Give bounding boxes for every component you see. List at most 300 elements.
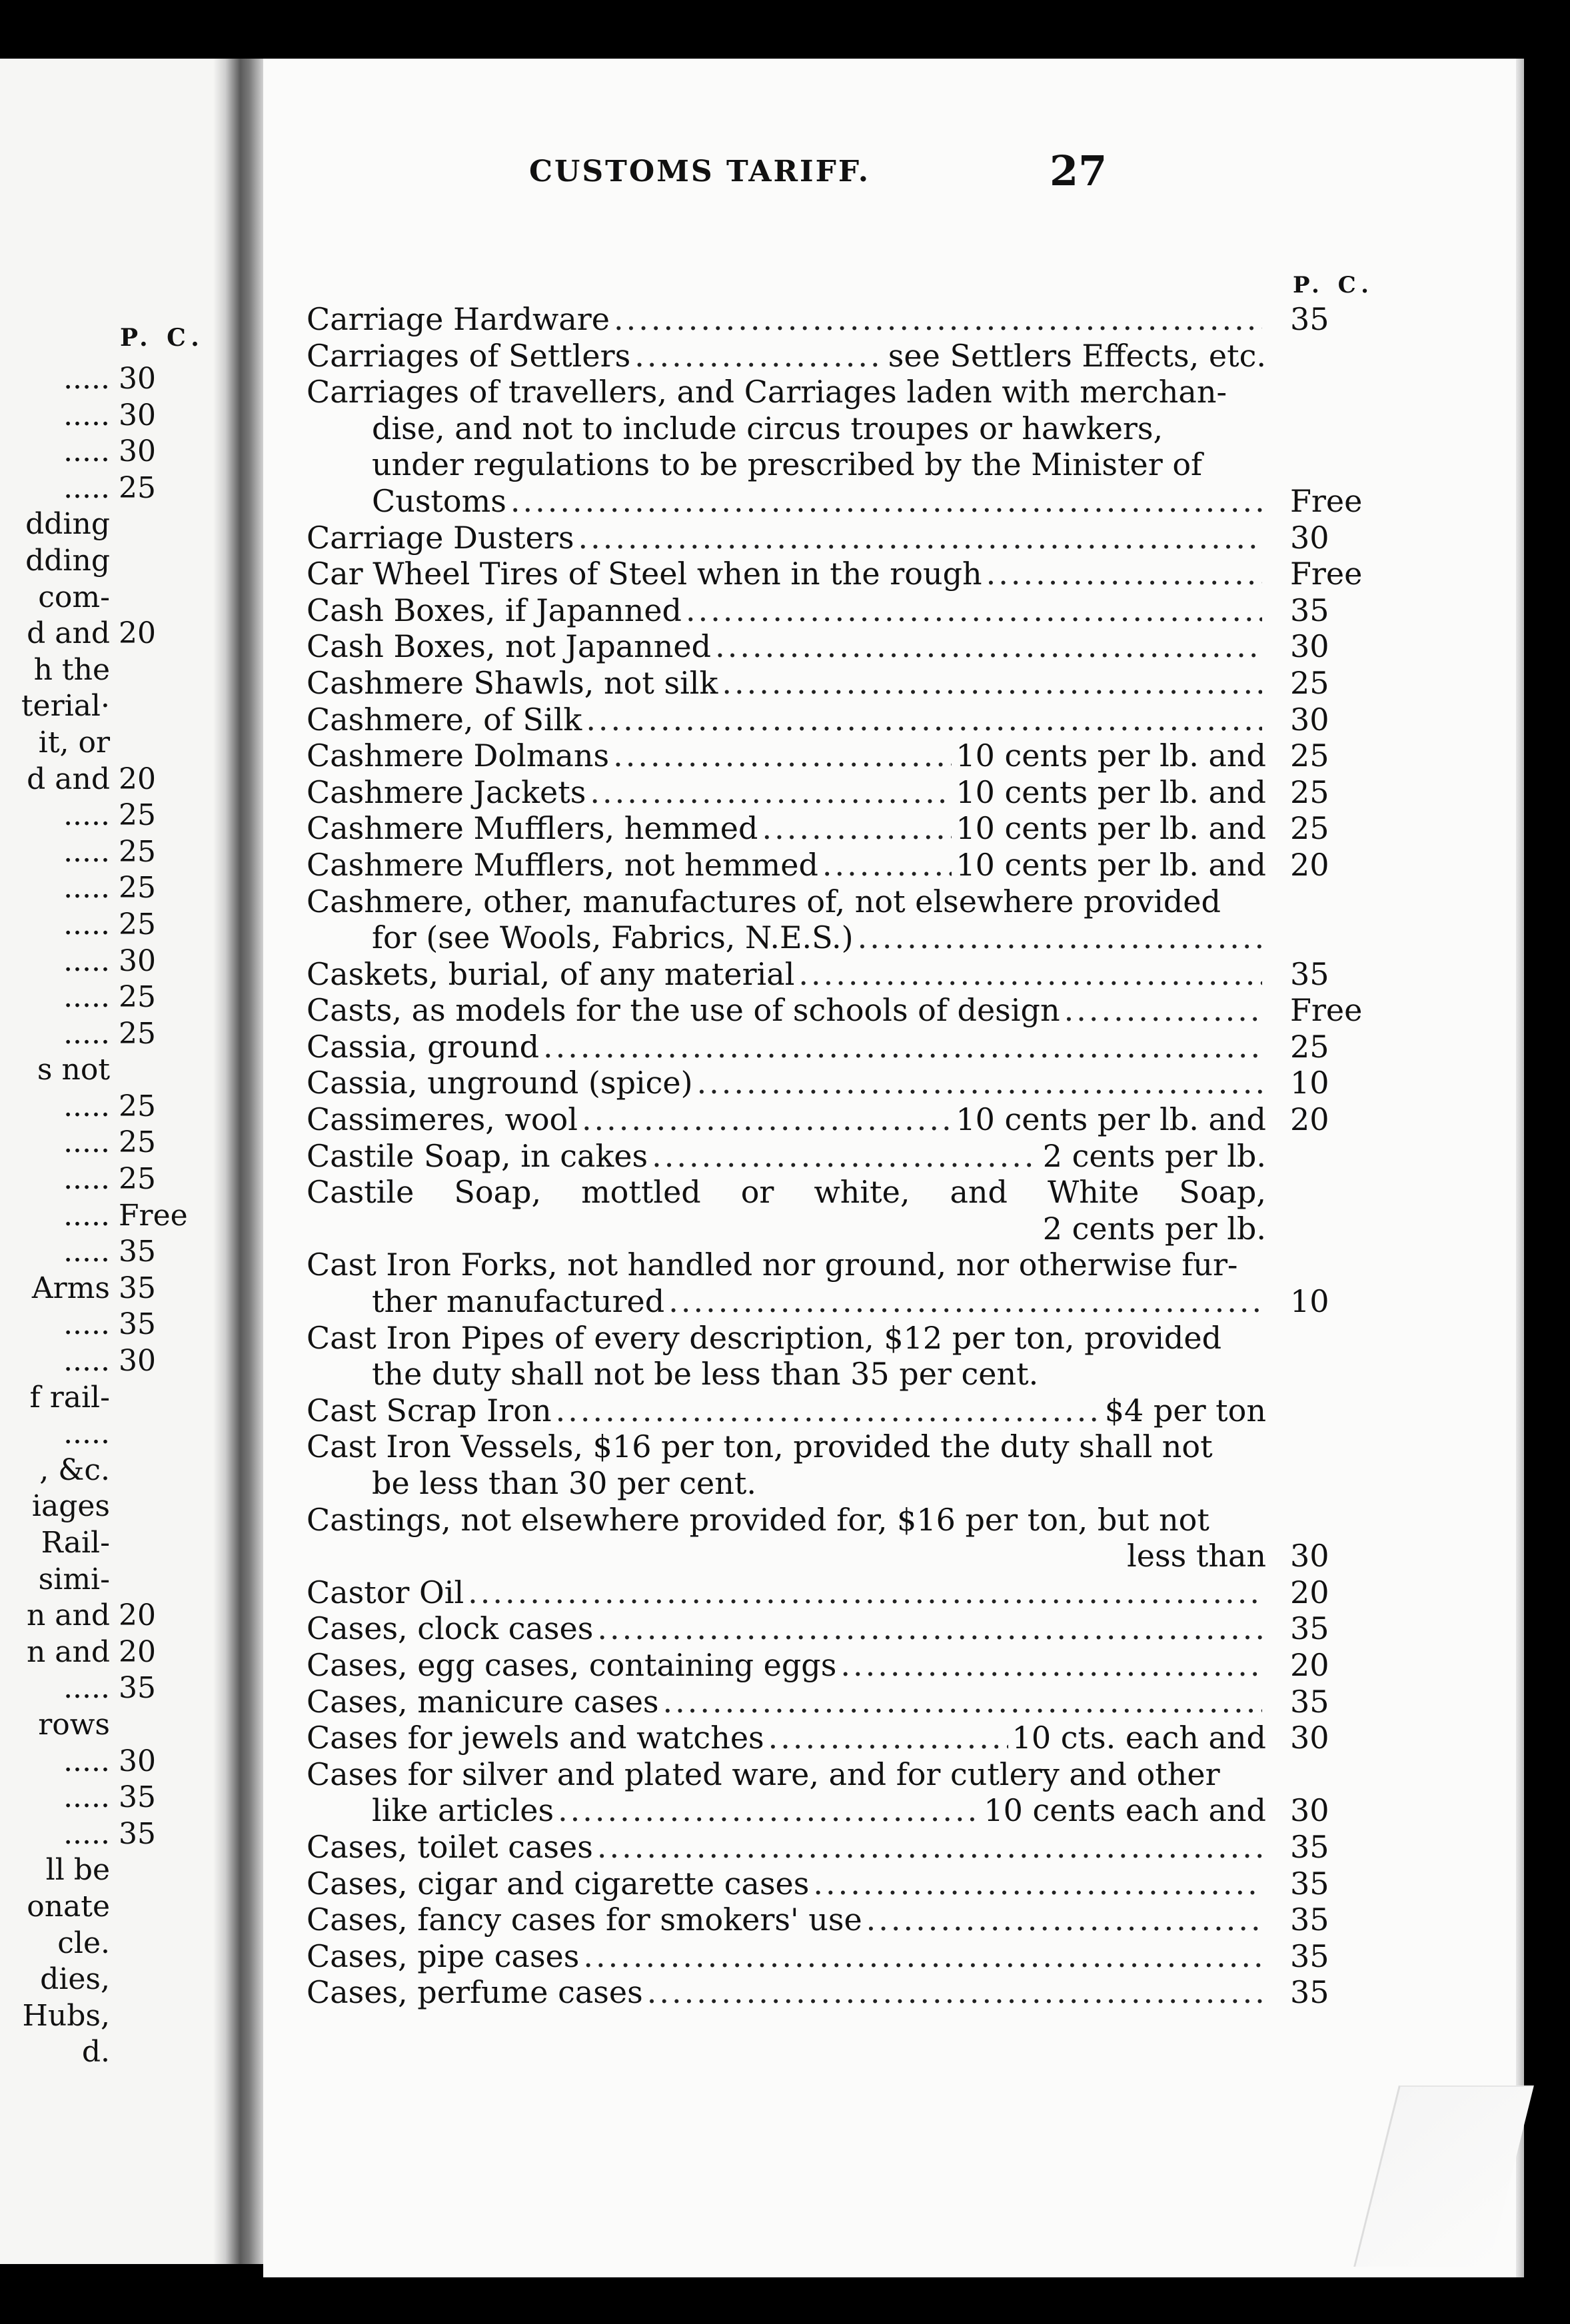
entry-rate: 35 [1290,1610,1329,1647]
entry-text: Cashmere, of Silk [307,701,582,738]
entry-description [307,1720,1266,1756]
left-page-row [0,1598,230,1634]
entry-description [307,1574,1266,1611]
entry-description [307,992,1266,1029]
left-row-fragment: dies, [40,1962,110,1997]
tariff-entry [307,738,1359,774]
left-row-fragment: Arms [31,1271,110,1305]
entry-rate: 35 [1290,1828,1329,1865]
left-page-row [0,1125,230,1161]
left-page-row [0,1998,230,2035]
entry-line [307,1938,1266,1975]
left-page-row [0,1852,230,1889]
entry-line [307,1465,1266,1502]
running-head: CUSTOMS TARIFF. [528,155,871,189]
entry-specific-duty: see Settlers Effects, etc. [888,337,1266,374]
left-row-rate: 25 [119,470,156,505]
entry-description [307,1902,1266,1938]
entry-rate: 20 [1290,1574,1329,1610]
dot-leader [558,1792,980,1829]
dot-leader [686,592,1262,629]
entry-rate: 30 [1290,1792,1329,1829]
left-page-row [0,798,230,834]
dot-leader [986,556,1262,592]
entry-line [307,1174,1266,1211]
entry-text: Cassimeres, wool [307,1101,578,1138]
entry-description [307,1393,1266,1429]
left-row-fragment: s not [37,1053,110,1087]
entry-rate: 35 [1290,592,1329,628]
entry-rate: 35 [1290,955,1329,992]
dot-leader [614,301,1262,338]
dot-leader [652,1138,1039,1175]
entry-line [307,446,1266,483]
left-row-fragment: ..... [63,1125,110,1160]
entry-description [307,1938,1266,1975]
entry-text: Cases, perfume cases [307,1974,643,2011]
tariff-entry [307,1684,1359,1720]
left-row-fragment: cle. [57,1926,110,1960]
entry-line [307,774,1266,811]
left-row-fragment: ..... [63,1307,110,1342]
left-page-row [0,616,230,652]
entry-line [307,410,1266,447]
dot-leader [582,1101,952,1138]
entry-text: Cast Scrap Iron [307,1392,552,1429]
entry-text: Cases, fancy cases for smokers' use [307,1902,862,1938]
entry-description [307,520,1266,556]
entry-line [307,1866,1266,1902]
tariff-entry [307,1647,1359,1684]
entry-text: Cashmere Jackets [307,774,586,810]
left-row-fragment: ll be [45,1853,110,1888]
entry-rate: 30 [1290,628,1329,665]
entry-description [307,1101,1266,1138]
left-page-row [0,1307,230,1343]
left-page-row [0,943,230,980]
left-row-rate: 25 [119,1162,156,1197]
tariff-entry [307,1429,1359,1501]
left-row-fragment: ..... [63,434,110,469]
entry-description [307,556,1266,592]
entry-text: Cash Boxes, not Japanned [307,628,712,665]
left-row-rate: 25 [119,980,156,1015]
left-row-fragment: ..... [63,798,110,833]
entry-text: Cases for jewels and watches [307,1720,764,1756]
tariff-entry [307,301,1359,338]
left-page-row [0,1416,230,1452]
entry-line [307,1974,1266,2011]
entry-rate: 25 [1290,738,1329,774]
entry-description [307,374,1266,519]
left-row-rate: 30 [119,1344,156,1379]
entry-line [307,665,1266,702]
left-row-rate: 25 [119,798,156,833]
entry-text: Customs [372,482,506,519]
tariff-entry [307,1320,1359,1393]
left-row-fragment: ..... [63,1235,110,1269]
tariff-entry [307,1502,1359,1574]
left-page-row [0,1016,230,1053]
entry-line [307,1065,1266,1101]
tariff-entry [307,1029,1359,1065]
dot-leader [1064,992,1262,1029]
entry-description [307,1866,1266,1902]
entry-line [307,1429,1266,1465]
tariff-entry [307,1101,1359,1138]
left-page-row [0,1161,230,1198]
entry-line [307,1356,1266,1393]
left-page-row [0,688,230,725]
entry-text: Cases, manicure cases [307,1683,659,1720]
entry-description [307,1174,1266,1247]
entry-description [307,1829,1266,1866]
entry-line [307,1574,1266,1611]
left-row-fragment: ..... [63,980,110,1015]
page-edge [1516,59,1524,2277]
left-page-row [0,870,230,907]
entry-rate: 35 [1290,1938,1329,1974]
tariff-entry [307,1610,1359,1647]
left-row-rate: 35 [119,1780,156,1815]
entry-text: Cash Boxes, if Japanned [307,592,682,628]
entry-rate: 30 [1290,519,1329,556]
entry-description [307,956,1266,993]
entry-line [307,1393,1266,1429]
left-row-fragment: ..... [63,834,110,869]
entry-rate: 30 [1290,701,1329,738]
left-page-row [0,1234,230,1271]
tariff-entry [307,702,1359,738]
entry-text: Castor Oil [307,1574,464,1610]
entry-rate: 30 [1290,1538,1329,1574]
left-page-row [0,1452,230,1489]
entry-line [307,1792,1266,1829]
dot-leader [597,1829,1262,1866]
entry-specific-duty: $4 per ton [1104,1392,1266,1429]
dot-leader [840,1647,1262,1684]
dot-leader [668,1283,1262,1320]
entry-line [307,1247,1266,1283]
left-row-fragment: ..... [63,1816,110,1851]
entry-line [307,738,1266,774]
entry-rate: 25 [1290,810,1329,847]
left-row-rate: 25 [119,1125,156,1160]
entry-line [307,883,1266,920]
left-row-fragment: simi- [38,1562,110,1596]
entry-description [307,774,1266,811]
entry-line [307,702,1266,738]
left-row-rate: 30 [119,434,156,469]
tariff-entry [307,1974,1359,2011]
entry-line [307,1684,1266,1720]
dot-leader [510,483,1262,520]
dot-leader [556,1393,1101,1429]
left-row-fragment: iages [31,1489,110,1524]
left-row-fragment: n and [26,1634,110,1669]
left-row-fragment: h the [33,652,110,687]
entry-line [307,992,1266,1029]
entry-line [307,556,1266,592]
dot-leader [822,847,952,883]
left-page-row [0,1052,230,1089]
left-page-row [0,434,230,470]
entry-line [307,1902,1266,1938]
entry-text: Cassia, ground [307,1028,540,1065]
dot-leader [858,919,1262,956]
dot-leader [866,1902,1262,1938]
entry-description [307,810,1266,847]
page-number: 27 [1050,147,1108,195]
tariff-entry [307,628,1359,665]
left-row-fragment: onate [27,1889,110,1924]
left-row-rate: 35 [119,1671,156,1706]
left-page-row [0,580,230,616]
left-row-rate: 35 [119,1235,156,1269]
dot-leader [697,1065,1262,1101]
left-page-row [0,1816,230,1853]
entry-text: Cashmere Dolmans [307,738,610,774]
entry-text: for (see Wools, Fabrics, N.E.S.) [372,919,854,956]
entry-description [307,1502,1266,1574]
entry-text: Casts, as models for the use of schools of design [307,992,1060,1029]
dot-leader [578,520,1262,556]
entry-rate: 35 [1290,1902,1329,1938]
left-page-row [0,543,230,580]
entry-description [307,301,1266,338]
left-page-row [0,1525,230,1562]
entry-description [307,847,1266,883]
entry-rate: Free [1290,556,1363,592]
left-page-row [0,1562,230,1598]
left-row-fragment: it, or [38,725,110,760]
left-row-rate: 30 [119,362,156,396]
entry-specific-duty: 10 cts. each and [1012,1720,1266,1756]
tariff-entry [307,520,1359,556]
left-page-row [0,652,230,689]
entry-line [307,592,1266,629]
left-row-rate: 25 [119,907,156,941]
entry-line [307,919,1266,956]
left-row-rate: 25 [119,871,156,905]
dot-leader [597,1610,1262,1647]
dot-leader [798,956,1262,993]
entry-line [307,1138,1266,1175]
entry-line [307,338,1266,374]
entry-description [307,1974,1266,2011]
left-page-row [0,1889,230,1926]
entry-text: Cashmere Mufflers, hemmed [307,810,758,847]
entry-line [307,1538,1266,1574]
tariff-entry [307,1720,1359,1756]
entry-text: Cashmere Mufflers, not hemmed [307,846,818,883]
entry-text: Carriages of Settlers [307,337,631,374]
left-page-row [0,1198,230,1235]
left-row-fragment: rows [38,1707,110,1742]
entry-rate: 25 [1290,774,1329,810]
left-page-row [0,1380,230,1417]
entry-line [307,810,1266,847]
entry-rate: 35 [1290,1683,1329,1720]
left-page-row [0,1707,230,1744]
entry-line [307,1756,1266,1793]
entry-text: Cases, toilet cases [307,1828,593,1865]
left-page-row [0,361,230,398]
tariff-entry [307,883,1359,956]
entry-specific-duty: 2 cents per lb. [1042,1137,1266,1174]
entry-description [307,1610,1266,1647]
entry-text: Caskets, burial, of any material [307,955,795,992]
entry-specific-duty: 10 cents per lb. and [956,774,1266,810]
entry-text: Cast Iron Pipes of every description, $12 per ton, provided [307,1319,1222,1356]
tariff-entry [307,1866,1359,1902]
tariff-entry [307,1174,1359,1247]
entry-text: Carriages of travellers, and Carriages laden with merchan- [307,374,1227,410]
tariff-entry [307,665,1359,702]
left-row-fragment: ..... [63,1089,110,1123]
tariff-entry [307,1393,1359,1429]
left-row-fragment: Hubs, [22,1998,110,2033]
left-row-rate: 25 [119,1089,156,1123]
entry-rate: 35 [1290,1974,1329,2011]
entry-rate: Free [1290,482,1363,519]
left-row-fragment: d and [27,762,110,796]
tariff-entry [307,956,1359,993]
entry-line [307,1829,1266,1866]
left-row-fragment: ..... [63,1417,110,1451]
entry-description [307,1138,1266,1175]
entry-text: Car Wheel Tires of Steel when in the rough [307,556,982,592]
left-row-rate: 20 [119,1598,156,1633]
tariff-entry [307,1247,1359,1319]
dot-leader [768,1720,1008,1756]
entry-text: Castile Soap, in cakes [307,1137,648,1174]
entry-rate: 10 [1290,1283,1329,1320]
entry-rate: 30 [1290,1720,1329,1756]
entry-text: Cases, pipe cases [307,1938,580,1974]
entry-specific-duty: 10 cents per lb. and [956,738,1266,774]
left-row-rate: 20 [119,616,156,651]
tariff-entry [307,338,1359,374]
left-page-row [0,398,230,434]
entry-line [307,956,1266,993]
left-row-rate: 25 [119,1016,156,1051]
entry-rate: 25 [1290,664,1329,701]
left-page-row [0,979,230,1016]
entry-text: Carriage Hardware [307,301,610,337]
left-row-fragment: terial· [21,689,110,724]
left-row-rate: 35 [119,1816,156,1851]
left-page-row [0,470,230,507]
entry-text: Cases for silver and plated ware, and for cutlery and other [307,1756,1220,1792]
entry-rate: 20 [1290,1646,1329,1683]
entry-text: be less than 30 per cent. [372,1465,756,1501]
entry-description [307,592,1266,629]
entry-line [307,483,1266,520]
entry-line [307,1283,1266,1320]
tariff-entry [307,1065,1359,1101]
tariff-entry [307,992,1363,1029]
left-page-row [0,1271,230,1307]
left-row-fragment: com- [38,580,110,614]
entry-specific-duty: 10 cents per lb. and [956,846,1266,883]
left-row-fragment: f rail- [29,1380,110,1415]
entry-text: Cases, cigar and cigarette cases [307,1865,810,1902]
left-page-row [0,506,230,543]
entry-description [307,1429,1266,1501]
entry-line [307,1610,1266,1647]
left-page-row [0,1780,230,1816]
entry-text: Cashmere Shawls, not silk [307,664,718,701]
entry-line [307,520,1266,556]
tariff-entry [307,1829,1359,1866]
left-row-fragment: ..... [63,1162,110,1197]
left-row-fragment: ..... [63,1344,110,1379]
entry-text: Cashmere, other, manufactures of, not elsewhere provided [307,883,1221,919]
dot-leader [583,1938,1262,1975]
entry-line [307,1101,1266,1138]
left-row-rate: 20 [119,762,156,796]
dot-leader [762,810,952,847]
left-row-fragment: ..... [63,1016,110,1051]
tariff-entry [307,592,1359,629]
left-page-row [0,1926,230,1962]
left-page-row [0,762,230,798]
left-row-rate: 30 [119,1744,156,1778]
entry-line [307,374,1266,410]
entry-text: Cassia, unground (spice) [307,1065,693,1101]
entry-specific-duty: 10 cents each and [984,1792,1266,1829]
entry-description [307,1756,1266,1829]
left-row-fragment: , &c. [39,1452,110,1487]
left-row-rate: Free [119,1198,188,1233]
left-page-row [0,1089,230,1125]
entry-text: Cast Iron Vessels, $16 per ton, provided the duty shall not [307,1429,1213,1465]
left-row-fragment: ..... [63,1198,110,1233]
entry-description [307,1029,1266,1065]
entry-text: under regulations to be prescribed by the Minister of [372,446,1203,483]
tariff-entry [307,556,1363,592]
entry-line [307,1502,1266,1538]
left-page-rows [0,361,230,2071]
left-page-row [0,907,230,943]
entry-text: like articles [372,1792,554,1829]
left-row-rate: 20 [119,1634,156,1669]
dot-leader [543,1029,1262,1065]
left-row-rate: 35 [119,1271,156,1305]
entry-rate: Free [1290,992,1363,1029]
left-row-fragment: ..... [63,907,110,941]
tariff-entry [307,1938,1359,1975]
left-row-fragment: d. [81,2035,110,2069]
dot-leader [613,738,952,774]
left-row-fragment: dding [25,543,110,578]
previous-page-fragment [0,59,230,2264]
entry-text: Cast Iron Forks, not handled nor ground, nor otherwise fur- [307,1247,1238,1283]
tariff-entry [307,847,1359,883]
entry-text: Castings, not elsewhere provided for, $16 per ton, but not [307,1501,1209,1538]
left-page-row [0,1634,230,1671]
entry-rate: 35 [1290,1865,1329,1902]
entry-rate: 35 [1290,301,1329,337]
entry-text: Castile Soap, mottled or white, and White Soap, [307,1174,1266,1211]
entry-description [307,665,1266,702]
left-row-fragment: ..... [63,871,110,905]
percent-column-head: P. C. [1293,272,1374,298]
entry-text: Carriage Dusters [307,519,574,556]
left-page-row [0,1962,230,1998]
tariff-entry [307,1902,1359,1938]
